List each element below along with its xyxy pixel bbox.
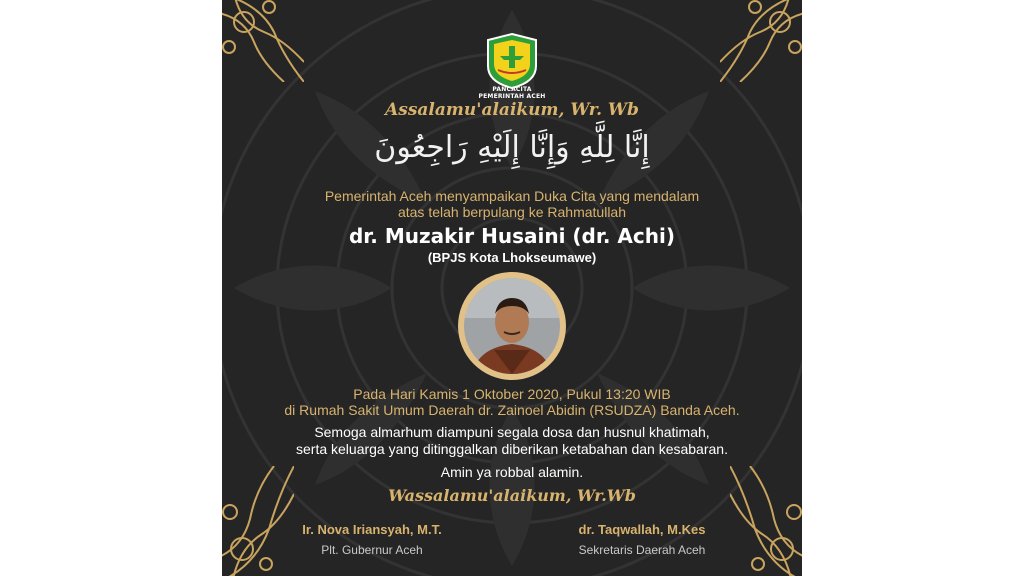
condolence-poster (222, 0, 802, 576)
prayer-line1: Semoga almarhum diampuni segala dosa dan husnul khatimah, (314, 424, 710, 440)
signatory-governor (272, 522, 472, 557)
emblem-caption-line2: PEMERINTAH ACEH (478, 93, 546, 100)
amin-text: Amin ya robbal alamin. (440, 464, 584, 480)
portrait-photo (464, 278, 560, 374)
signatory-name: dr. Taqwallah, M.Kes (578, 522, 706, 537)
gold-ornament-bottom-left (222, 466, 294, 576)
signatory-name: Ir. Nova Iriansyah, M.T. (302, 522, 442, 537)
aceh-emblem-icon (484, 32, 540, 90)
announcement-text (222, 188, 802, 220)
arabic-calligraphy: إِنَّا لِلَّهِ وَإِنَّا إِلَيْهِ رَاجِعُونَ (374, 130, 650, 165)
closing-greeting: Wassalamu'alaikum, Wr.Wb (388, 486, 636, 505)
announcement-line1: Pemerintah Aceh menyampaikan Duka Cita yang mendalam (324, 188, 700, 204)
event-line1: Pada Hari Kamis 1 Oktober 2020, Pukul 13:20 WIB (353, 386, 671, 402)
gold-ornament-top-right (720, 0, 802, 82)
deceased-institution: (BPJS Kota Lhokseumawe) (427, 250, 597, 265)
signatory-secretary (542, 522, 742, 557)
event-line2: di Rumah Sakit Umum Daerah dr. Zainoel Abidin (RSUDZA) Banda Aceh. (284, 402, 740, 418)
opening-greeting: Assalamu'alaikum, Wr. Wb (385, 100, 639, 120)
signatory-role: Plt. Gubernur Aceh (321, 543, 423, 557)
deceased-name: dr. Muzakir Husaini (dr. Achi) (348, 224, 676, 248)
gold-ornament-bottom-right (730, 466, 802, 576)
gold-ornament-top-left (222, 0, 304, 82)
signatory-role: Sekretaris Daerah Aceh (578, 543, 706, 557)
prayer-line2: serta keluarga yang ditinggalkan diberikan ketabahan dan kesabaran. (296, 441, 728, 457)
announcement-line2: atas telah berpulang ke Rahmatullah (397, 204, 627, 220)
prayer-text (222, 424, 802, 458)
emblem-caption (472, 86, 552, 100)
event-details (222, 386, 802, 418)
emblem-caption-line1: PANCACITA (492, 86, 532, 93)
